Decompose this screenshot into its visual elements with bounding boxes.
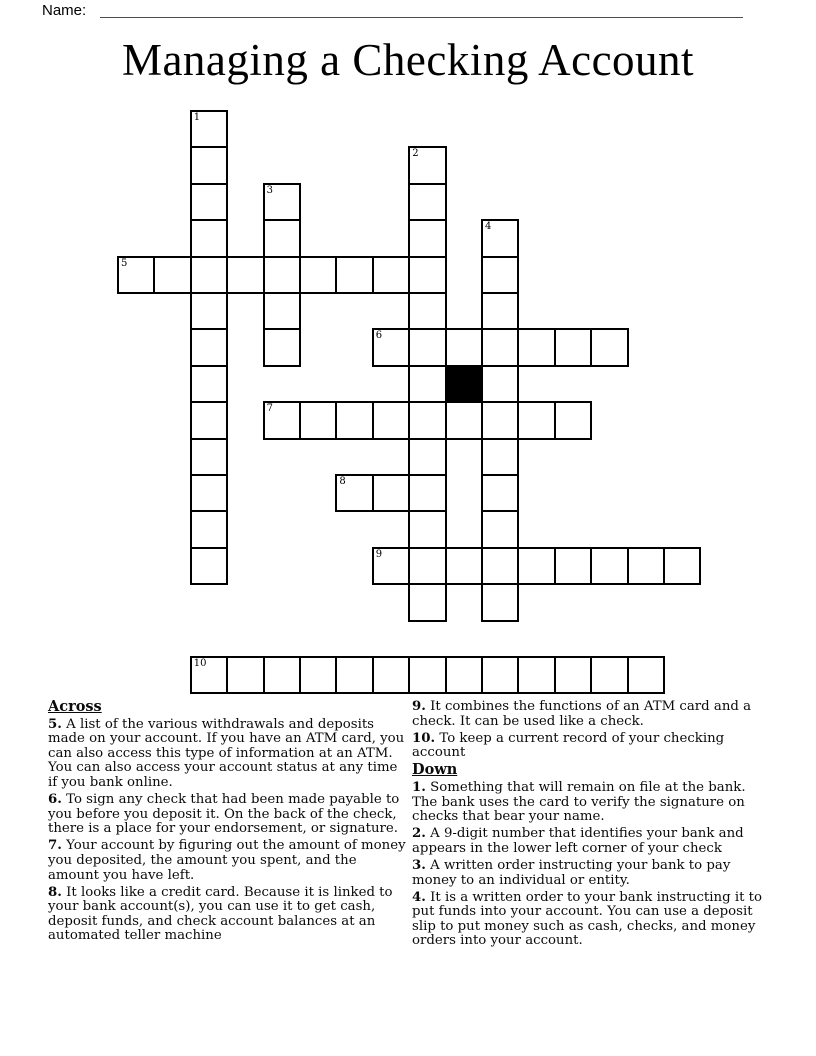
grid-cell	[408, 256, 446, 294]
clue-number: 1.	[412, 779, 426, 795]
grid-cell	[263, 219, 301, 257]
grid-cell	[408, 219, 446, 257]
grid-cell	[517, 547, 555, 585]
grid-cell	[445, 401, 483, 439]
grid-cell	[263, 183, 301, 221]
clues-column-right	[412, 700, 770, 952]
grid-cell	[372, 474, 410, 512]
clue-number: 6.	[48, 792, 62, 808]
clue-number: 5.	[48, 716, 62, 732]
grid-cell	[372, 547, 410, 585]
name-label: Name:	[42, 2, 87, 19]
grid-cell	[372, 256, 410, 294]
black-cell	[445, 365, 483, 403]
clue-item: 1. Something that will remain on file at the bank. The bank uses the card to verify the signature on checks that bear your name.	[412, 779, 746, 825]
grid-cell	[517, 328, 555, 366]
grid-cell	[335, 401, 373, 439]
grid-cell	[590, 328, 628, 366]
grid-cell	[408, 292, 446, 330]
cell-number: 1	[193, 112, 201, 123]
clue-item: 4. It is a written order to your bank instructing it to put funds into your account. You can use a deposit slip to put money such as cash, checks, and money orders into your account.	[412, 889, 763, 949]
clue-item: 6. To sign any check that had been made payable to you before you deposit it. On the back of the check, there is a place for your endorsement, or signature.	[48, 792, 400, 837]
grid-cell	[663, 547, 701, 585]
grid-cell	[445, 547, 483, 585]
grid-cell	[554, 656, 592, 694]
grid-cell	[517, 401, 555, 439]
grid-cell	[481, 583, 519, 621]
grid-cell	[445, 656, 483, 694]
clue-number: 3.	[412, 857, 426, 873]
grid-cell	[408, 438, 446, 476]
grid-cell	[481, 510, 519, 548]
grid-cell	[372, 328, 410, 366]
grid-cell	[481, 438, 519, 476]
grid-cell	[481, 547, 519, 585]
grid-cell	[117, 256, 155, 294]
grid-cell	[190, 547, 228, 585]
clue-number: 4.	[412, 889, 426, 905]
grid-cell	[554, 401, 592, 439]
grid-cell	[190, 292, 228, 330]
grid-cell	[263, 256, 301, 294]
grid-cell	[481, 328, 519, 366]
clue-number: 8.	[48, 884, 62, 900]
clue-number: 9.	[412, 699, 426, 714]
grid-cell	[408, 547, 446, 585]
grid-cell	[335, 474, 373, 512]
grid-cell	[190, 183, 228, 221]
grid-cell	[190, 110, 228, 148]
grid-cell	[190, 146, 228, 184]
grid-cell	[408, 474, 446, 512]
grid-cell	[590, 547, 628, 585]
clue-item: 8. It looks like a credit card. Because it is linked to your bank account(s), you can use it to get cash, deposit funds, and check account balances at an automated teller machine	[48, 884, 393, 944]
grid-cell	[372, 656, 410, 694]
grid-cell	[299, 656, 337, 694]
grid-cell	[299, 256, 337, 294]
grid-cell	[517, 656, 555, 694]
grid-cell	[263, 656, 301, 694]
grid-cell	[627, 547, 665, 585]
grid-cell	[481, 219, 519, 257]
grid-cell	[263, 401, 301, 439]
clue-section-header: Across	[48, 698, 102, 715]
cell-number: 10	[193, 658, 207, 669]
grid-cell	[627, 656, 665, 694]
grid-cell	[408, 146, 446, 184]
grid-cell	[190, 510, 228, 548]
clue-item: 9. It combines the functions of an ATM card and a check. It can be used like a check.	[412, 699, 752, 729]
cell-number: 2	[412, 148, 419, 160]
grid-cell	[445, 328, 483, 366]
grid-cell	[335, 656, 373, 694]
clue-number: 10.	[412, 730, 436, 746]
clue-item: 7. Your account by figuring out the amount of money you deposited, the amount you spent, and the amount you have left.	[48, 838, 406, 883]
grid-cell	[408, 365, 446, 403]
cell-number: 5	[121, 257, 128, 269]
grid-cell	[190, 438, 228, 476]
grid-cell	[190, 219, 228, 257]
grid-cell	[408, 401, 446, 439]
grid-cell	[481, 474, 519, 512]
cell-number: 9	[375, 548, 383, 560]
clue-section-header: Down	[412, 761, 458, 779]
grid-cell	[372, 401, 410, 439]
cell-number: 7	[266, 403, 273, 415]
grid-cell	[263, 328, 301, 366]
grid-cell	[335, 256, 373, 294]
grid-cell	[590, 656, 628, 694]
grid-cell	[226, 656, 264, 694]
grid-cell	[408, 510, 446, 548]
cell-number: 3	[266, 184, 273, 196]
clues-column-left	[48, 700, 410, 947]
clue-item: 3. A written order instructing your bank to pay money to an individual or entity.	[412, 857, 731, 888]
clue-item: 10. To keep a current record of your checking account	[412, 730, 725, 761]
grid-cell	[408, 183, 446, 221]
grid-cell	[190, 328, 228, 366]
grid-cell	[190, 256, 228, 294]
grid-cell	[481, 401, 519, 439]
grid-cell	[190, 401, 228, 439]
grid-cell	[481, 365, 519, 403]
clue-item: 5. A list of the various withdrawals and deposits made on your account. If you have an ATM card, you can also access this type of information at an ATM. You can also access your account status at any time if you bank online.	[48, 716, 405, 790]
cell-number: 6	[375, 330, 383, 342]
clue-number: 2.	[412, 826, 426, 842]
cell-number: 4	[485, 221, 492, 233]
grid-cell	[554, 547, 592, 585]
clue-item: 2. A 9-digit number that identifies your bank and appears in the lower left corner of your check	[412, 826, 744, 856]
page-title: Managing a Checking Account	[121, 35, 695, 85]
grid-cell	[408, 583, 446, 621]
cell-number: 8	[339, 476, 346, 487]
grid-cell	[190, 365, 228, 403]
grid-cell	[554, 328, 592, 366]
grid-cell	[153, 256, 191, 294]
grid-cell	[408, 328, 446, 366]
grid-cell	[190, 474, 228, 512]
grid-cell	[408, 656, 446, 694]
grid-cell	[226, 256, 264, 294]
grid-cell	[190, 656, 228, 694]
grid-cell	[481, 256, 519, 294]
clue-number: 7.	[48, 838, 62, 854]
grid-cell	[263, 292, 301, 330]
grid-cell	[299, 401, 337, 439]
grid-cell	[481, 656, 519, 694]
grid-cell	[481, 292, 519, 330]
